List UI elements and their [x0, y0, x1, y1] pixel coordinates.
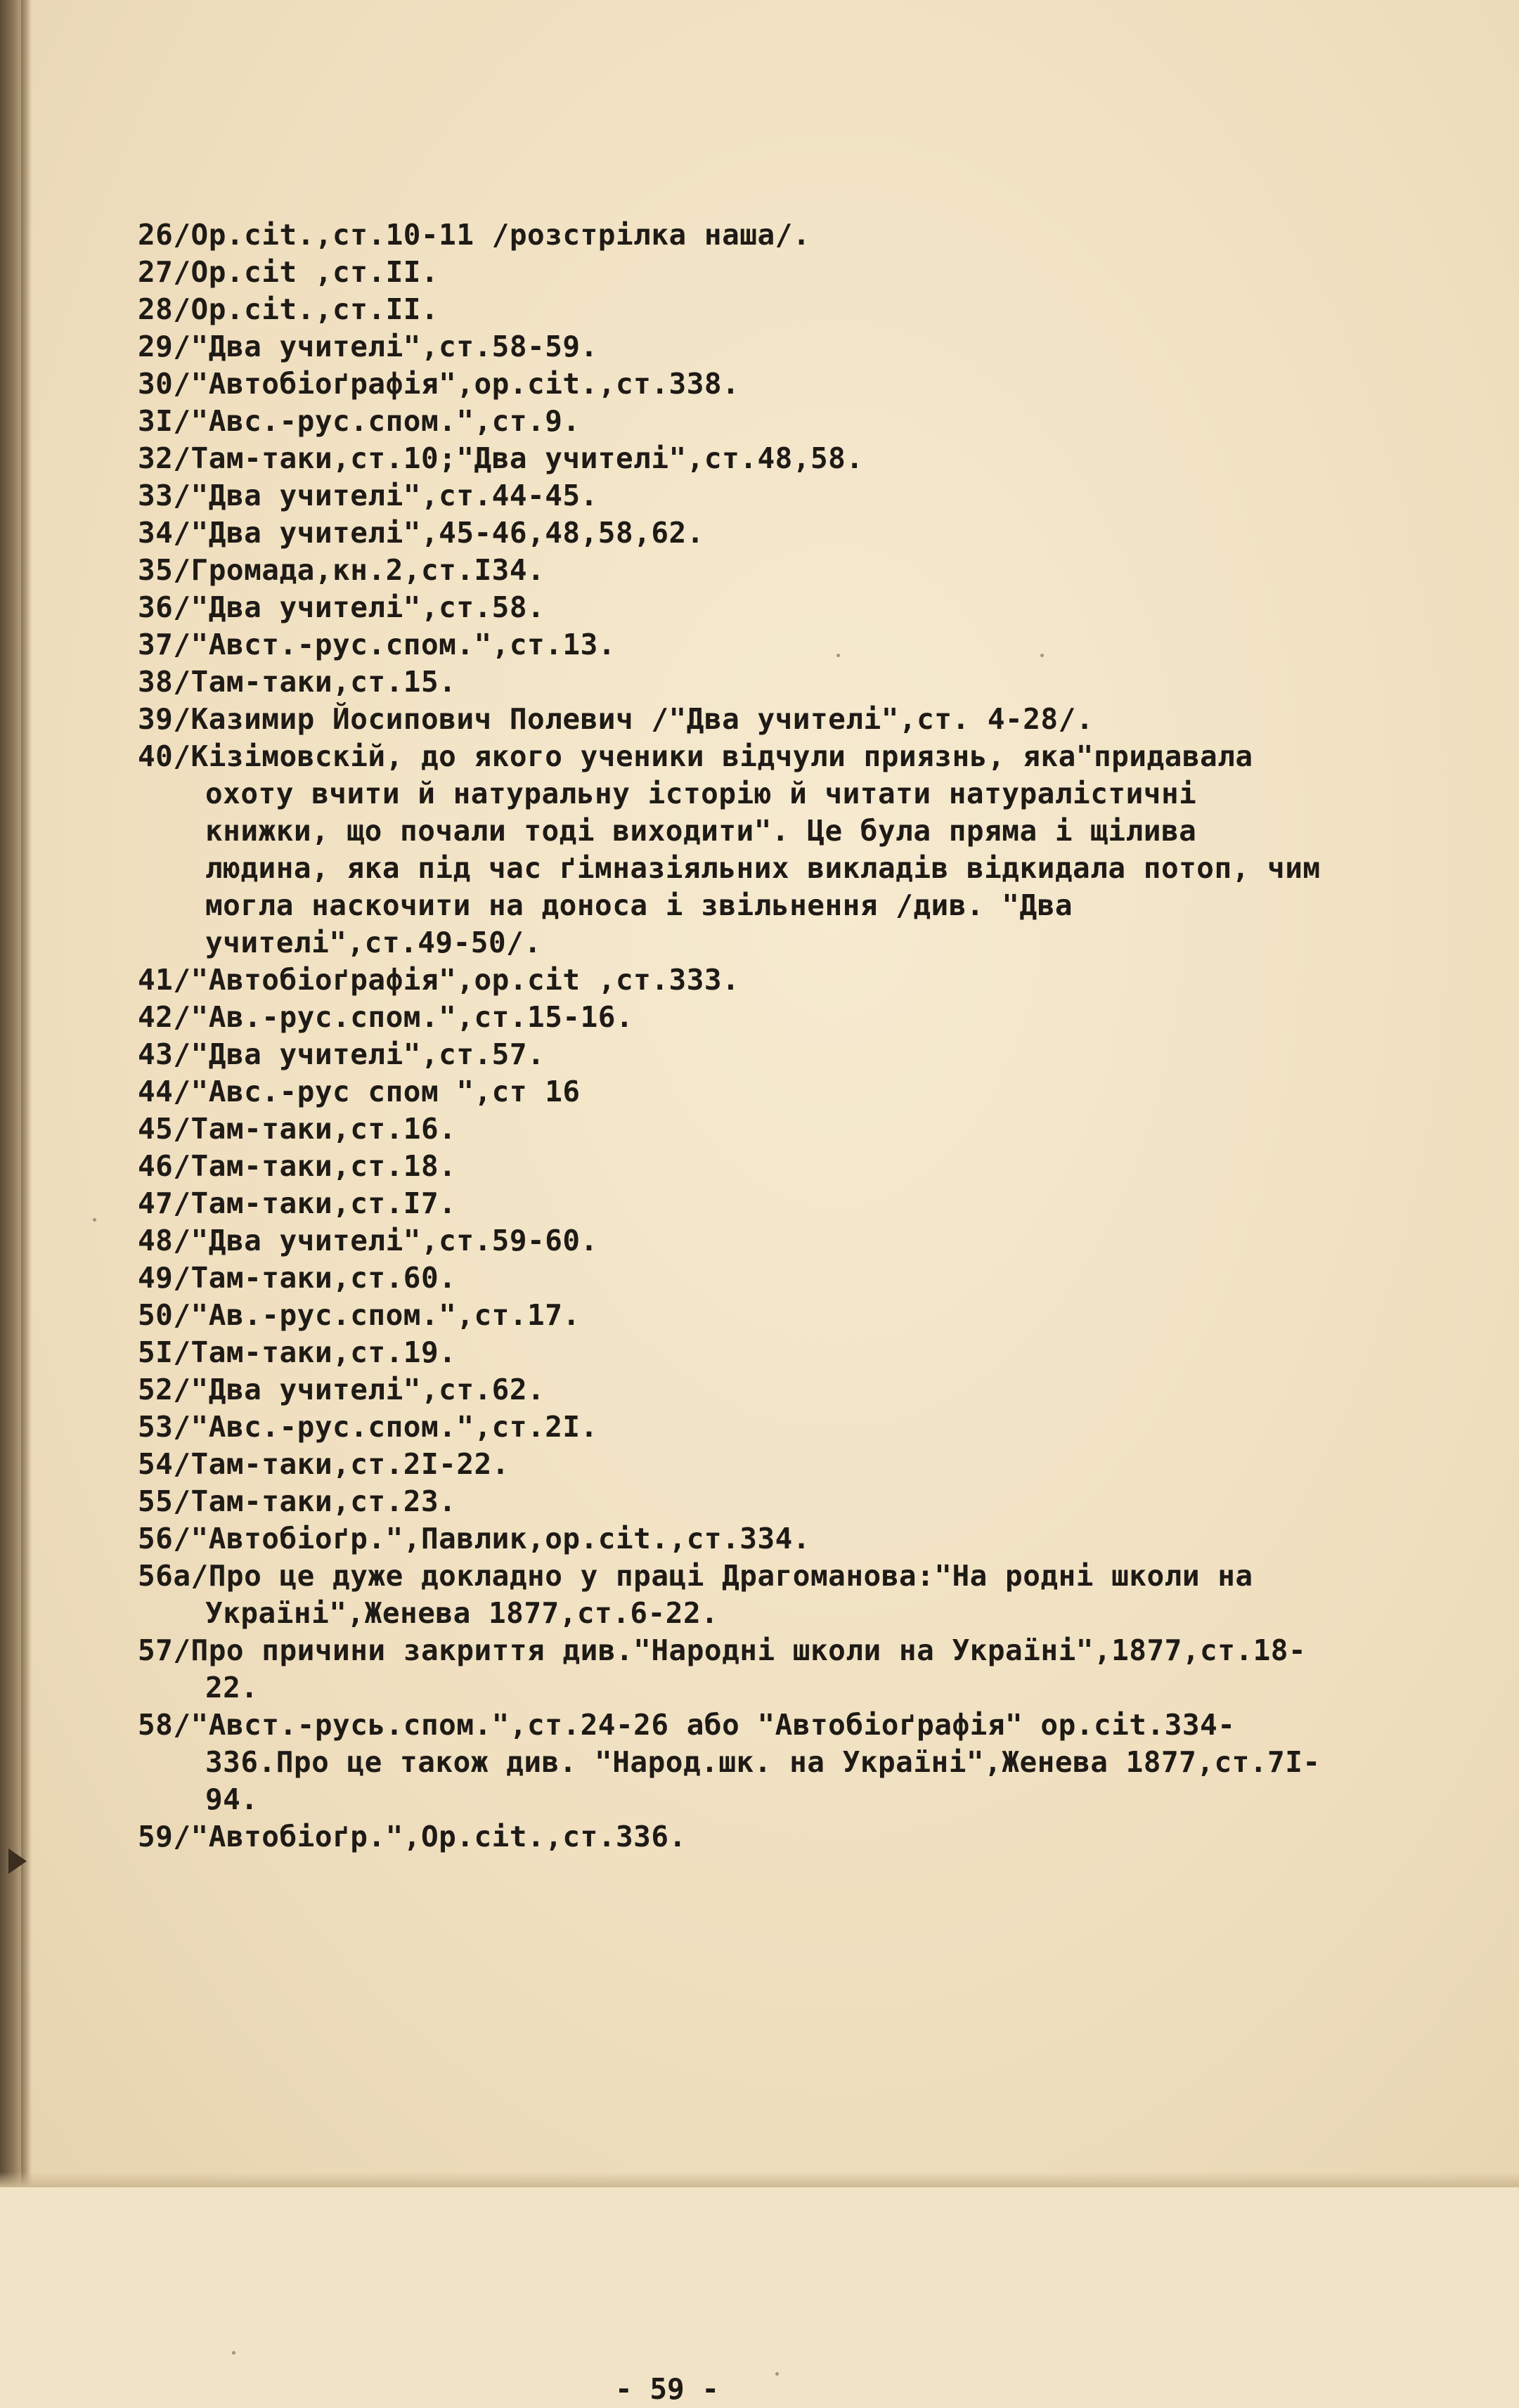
footnote-item: 27/Op.cit ,ст.II. [138, 255, 439, 289]
footnote-item: 43/"Два учителі",ст.57. [138, 1037, 545, 1071]
footnote-item: 26/Op.cit.,ст.10-11 /розстрілка наша/. [138, 218, 810, 252]
page-number: - 59 - [615, 2372, 720, 2406]
paper-speck [93, 1218, 96, 1222]
footnote-item: 44/"Авс.-рус спом ",ст 16 [138, 1075, 581, 1108]
footnote-item: 46/Там-таки,ст.18. [138, 1149, 457, 1183]
footnote-item: 41/"Автобіоґрафія",op.cit ,ст.333. [138, 963, 740, 997]
footnote-item: 50/"Ав.-рус.спом.",ст.17. [138, 1298, 581, 1332]
footnotes-list [138, 216, 1333, 1856]
paper-speck [232, 2351, 235, 2355]
footnote-item: 48/"Два учителі",ст.59-60. [138, 1224, 598, 1257]
page-bottom-edge [0, 2172, 1519, 2187]
footnote-item: 49/Там-таки,ст.60. [138, 1261, 457, 1295]
footnote-item: 55/Там-таки,ст.23. [138, 1484, 457, 1518]
footnote-item: 30/"Автобіоґрафія",op.cit.,ст.338. [138, 367, 740, 401]
footnote-item: 56/"Автобіоґр.",Павлик,op.cit.,ст.334. [138, 1522, 810, 1555]
footnote-item: 36/"Два учителі",ст.58. [138, 590, 545, 624]
footnote-item: 37/"Авст.-рус.спом.",ст.13. [138, 628, 616, 661]
footnote-item: 5I/Там-таки,ст.19. [138, 1335, 457, 1369]
footnote-item: 42/"Ав.-рус.спом.",ст.15-16. [138, 1000, 634, 1034]
footnote-item: 29/"Два учителі",ст.58-59. [138, 330, 598, 363]
paper-speck [775, 2372, 779, 2376]
footnote-item: 47/Там-таки,ст.I7. [138, 1186, 457, 1220]
binding-tab-mark [8, 1849, 27, 1874]
footnote-item: 38/Там-таки,ст.15. [138, 665, 457, 699]
footnote-item: 53/"Авс.-рус.спом.",ст.2I. [138, 1410, 598, 1444]
footnote-item: 34/"Два учителі",45-46,48,58,62. [138, 516, 704, 550]
footnote-item: 35/Громада,кн.2,ст.I34. [138, 553, 545, 587]
footnote-item: 58/"Авст.-русь.спом.",ст.24-26 або "Автобіоґрафія" op.cit.334-336.Про це також див. "Народ.шк. на Україні",Женева 1877,ст.7I-94. [138, 1708, 1321, 1816]
footnote-item: 40/Кізімовскій, до якого ученики відчули приязнь, яка"придавала охоту вчити й натуральну історію й читати натуралістичні книжки, що почали тоді виходити". Це була пряма і щілива людина, яка під час ґімназіяльних викладів відкидала потоп, чим могла наскочити на доноса і звільнення /див. "Два учителі",ст.49-50/. [138, 739, 1321, 959]
footnote-item: 3I/"Авс.-рус.спом.",ст.9. [138, 404, 581, 438]
footnote-item: 59/"Автобіоґр.",Op.cit.,ст.336. [138, 1820, 687, 1853]
footnote-item: 45/Там-таки,ст.16. [138, 1112, 457, 1146]
footnote-item: 32/Там-таки,ст.10;"Два учителі",ст.48,58. [138, 441, 864, 475]
footnote-item: 56а/Про це дуже докладно у праці Драгоманова:"На родні школи на Україні",Женева 1877,ст.6-22. [138, 1559, 1253, 1630]
footnote-item: 39/Казимир Йосипович Полевич /"Два учителі",ст. 4-28/. [138, 702, 1094, 736]
footnote-item: 57/Про причини закриття див."Народні школи на Україні",1877,ст.18-22. [138, 1633, 1307, 1704]
footnote-item: 33/"Два учителі",ст.44-45. [138, 479, 598, 512]
footnote-item: 54/Там-таки,ст.2I-22. [138, 1447, 510, 1481]
footnote-item: 28/Op.cit.,ст.II. [138, 292, 439, 326]
footnote-item: 52/"Два учителі",ст.62. [138, 1373, 545, 1406]
